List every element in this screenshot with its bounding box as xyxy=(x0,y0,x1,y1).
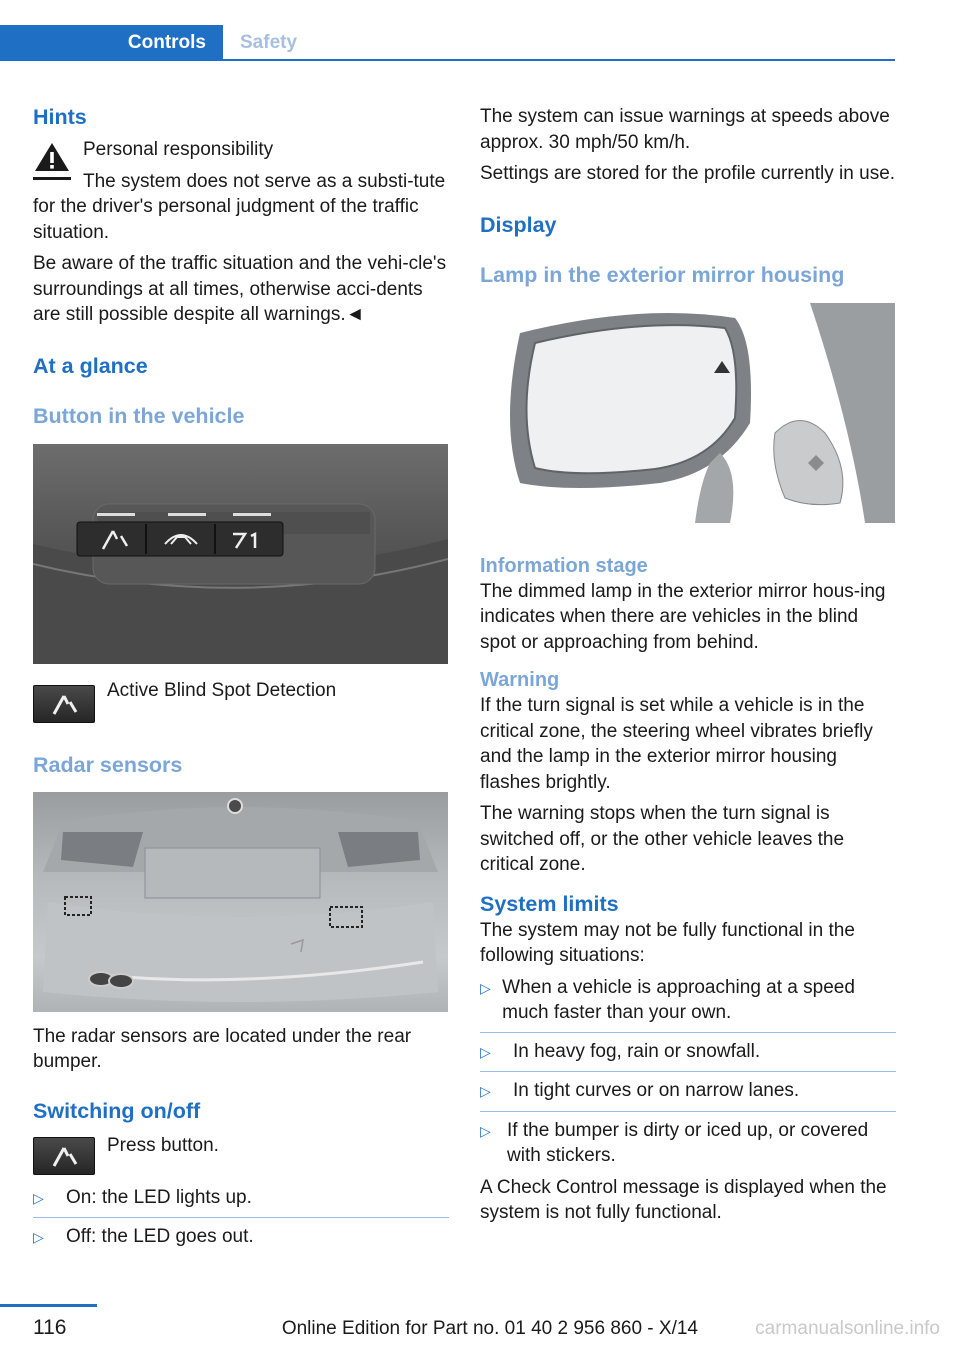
lamp-heading: Lamp in the exterior mirror housing xyxy=(480,262,845,287)
list-item xyxy=(480,975,896,1026)
blind-spot-symbol-icon-2 xyxy=(44,1144,84,1168)
speed-text: The system can issue warnings at speeds above approx. 30 mph/50 km/h. xyxy=(480,106,890,153)
button-panel-illustration xyxy=(33,444,448,664)
list-item-text: On: the LED lights up. xyxy=(66,1186,252,1208)
hints-heading: Hints xyxy=(33,105,87,129)
footer-accent-line xyxy=(0,1304,97,1307)
button-panel-photo xyxy=(33,444,448,664)
list-item xyxy=(480,1078,896,1105)
bullet-triangle-icon: ▷ xyxy=(480,1122,491,1139)
information-stage-text: The dimmed lamp in the exterior mirror hous-ing indicates when there are vehicles in the blind spot or approaching from behind. xyxy=(480,580,886,653)
list-item-text: Off: the LED goes out. xyxy=(66,1226,254,1247)
bullet-triangle-icon: ▷ xyxy=(33,1229,44,1245)
warning-heading: Warning xyxy=(480,669,560,691)
warning-text-2: Be aware of the traffic situation and the vehi-cle's surroundings at all times, otherwise acci-dents are still possible despite all warnings.◄ xyxy=(33,253,447,325)
chapter-tabs xyxy=(0,25,895,62)
edition-text: Online Edition for Part no. 01 40 2 956 860 - X/14 xyxy=(281,1318,698,1339)
tab-safety[interactable]: Safety xyxy=(240,32,298,53)
list-item xyxy=(480,1039,896,1066)
divider xyxy=(480,1032,896,1033)
radar-text: The radar sensors are located under the rear bumper. xyxy=(33,1025,412,1072)
button-caption: Active Blind Spot Detection xyxy=(107,679,337,701)
warning-text-body: The system does not serve as a substi-tute for the driver's personal judgment of the traffic situation. xyxy=(33,170,446,243)
display-heading: Display xyxy=(480,212,557,237)
right-column xyxy=(480,100,896,1226)
page-number: 116 xyxy=(33,1316,67,1339)
watermark: carmanualsonline.info xyxy=(755,1318,940,1339)
warning-triangle-icon xyxy=(33,139,71,183)
list-item xyxy=(33,1224,449,1251)
divider xyxy=(480,1071,896,1072)
bullet-triangle-icon: ▷ xyxy=(480,979,491,996)
list-item xyxy=(33,1185,449,1212)
left-column xyxy=(33,100,449,1251)
warning-stage-text-2: The warning stops when the turn signal is switched off, or the other vehicle leaves the critical zone. xyxy=(480,803,845,875)
warning-notice xyxy=(33,137,449,328)
warning-title: Personal responsibility xyxy=(83,139,274,160)
settings-text: Settings are stored for the profile currently in use. xyxy=(480,163,896,184)
switching-heading: Switching on/off xyxy=(33,1098,201,1123)
switch-caption-row xyxy=(33,1133,449,1175)
check-control-text: A Check Control message is displayed when the system is not fully functional. xyxy=(480,1176,887,1223)
mirror-photo xyxy=(480,303,895,523)
information-stage-heading: Information stage xyxy=(480,554,648,577)
at-a-glance-heading: At a glance xyxy=(33,353,148,378)
blind-spot-button-icon[interactable] xyxy=(33,685,95,723)
system-limits-heading: System limits xyxy=(480,891,619,916)
car-rear-illustration xyxy=(33,792,448,1012)
switch-list xyxy=(33,1185,449,1251)
warning-stage-text: If the turn signal is set while a vehicle is in the critical zone, the steering wheel vibrates briefly and the lamp in the exterior mirror housing flashes brightly. xyxy=(480,695,873,793)
mirror-illustration xyxy=(480,303,895,523)
list-item-text: If the bumper is dirty or iced up, or covered with stickers. xyxy=(507,1119,869,1166)
switch-caption: Press button. xyxy=(107,1134,219,1156)
bullet-triangle-icon: ▷ xyxy=(480,1043,491,1060)
list-item-text: When a vehicle is approaching at a speed much faster than your own. xyxy=(502,976,855,1023)
bullet-triangle-icon: ▷ xyxy=(480,1083,491,1099)
warning-text xyxy=(33,169,449,246)
tab-underline xyxy=(223,59,895,61)
system-limits-text: The system may not be fully functional in the following situations: xyxy=(480,919,855,966)
divider xyxy=(33,1217,449,1218)
button-caption-row xyxy=(33,678,449,723)
limits-list xyxy=(480,975,896,1169)
list-item-text: In tight curves or on narrow lanes. xyxy=(513,1080,800,1101)
list-item xyxy=(480,1118,896,1169)
car-rear-photo xyxy=(33,792,448,1012)
divider xyxy=(480,1111,896,1112)
bullet-triangle-icon: ▷ xyxy=(33,1189,44,1206)
blind-spot-button-icon-2[interactable] xyxy=(33,1137,95,1175)
blind-spot-symbol-icon xyxy=(44,692,84,716)
button-in-vehicle-heading: Button in the vehicle xyxy=(33,403,245,428)
radar-sensors-heading: Radar sensors xyxy=(33,752,183,777)
tab-controls[interactable]: Controls xyxy=(0,25,223,61)
list-item-text: In heavy fog, rain or snowfall. xyxy=(513,1040,761,1062)
